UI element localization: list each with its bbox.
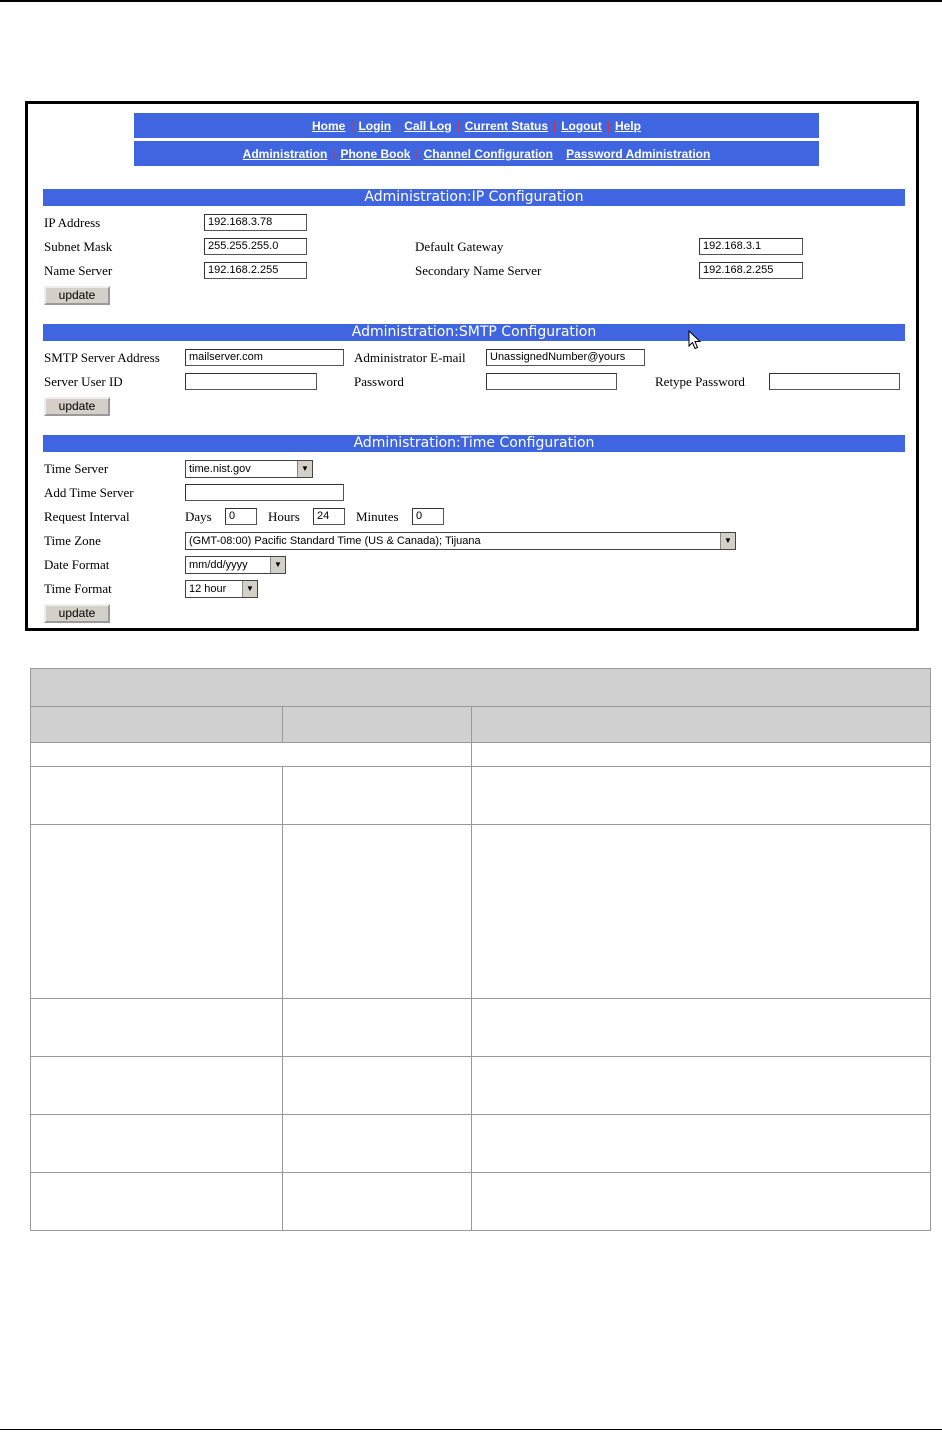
table-cell (31, 743, 472, 767)
time-zone-select[interactable] (185, 532, 736, 550)
table-cell (471, 825, 931, 999)
table-cell (31, 1115, 283, 1173)
name-server-label: Name Server (44, 263, 113, 278)
chevron-down-icon[interactable]: ▼ (270, 557, 285, 573)
page-bottom-rule (0, 1429, 942, 1430)
table-row (31, 1173, 931, 1231)
table-cell (282, 999, 471, 1057)
admin-email-input[interactable]: UnassignedNumber@yours (486, 349, 645, 366)
nav-link-call-log[interactable]: Call Log (404, 118, 452, 133)
subnet-mask-label: Subnet Mask (44, 239, 113, 254)
server-user-id-input[interactable] (185, 373, 317, 390)
chevron-down-icon[interactable]: ▼ (297, 461, 312, 477)
table-cell (282, 1115, 471, 1173)
table-header-cell (282, 707, 471, 743)
nav-link-home[interactable]: Home (312, 118, 346, 133)
nav-link-login[interactable]: Login (358, 118, 392, 133)
table-cell (471, 767, 931, 825)
time-update-button[interactable]: update (44, 604, 110, 623)
admin-email-label: Administrator E-mail (354, 350, 466, 365)
page-top-rule (0, 0, 942, 2)
table-row (31, 767, 931, 825)
time-section-title: Administration:Time Configuration (43, 435, 905, 452)
add-time-server-label: Add Time Server (44, 485, 134, 500)
table-row (31, 743, 931, 767)
table-cell (471, 1173, 931, 1231)
nav-link-channel-configuration[interactable]: Channel Configuration (423, 146, 553, 161)
table-cell (471, 1057, 931, 1115)
time-format-value: 12 hour (189, 583, 227, 595)
table-cell (31, 825, 283, 999)
password-input[interactable] (486, 373, 617, 390)
table-cell (471, 999, 931, 1057)
name-server-input[interactable]: 192.168.2.255 (204, 262, 307, 279)
date-format-select[interactable] (185, 556, 286, 574)
table-cell (282, 1057, 471, 1115)
smtp-section-title: Administration:SMTP Configuration (43, 324, 905, 341)
ip-update-button[interactable]: update (44, 286, 110, 305)
table-row (31, 825, 931, 999)
request-interval-label: Request Interval (44, 509, 130, 524)
table-header-cell (471, 707, 931, 743)
table-row (31, 1115, 931, 1173)
table-cell (282, 825, 471, 999)
smtp-update-button[interactable]: update (44, 397, 110, 416)
table-cell (31, 767, 283, 825)
table-header-cell (31, 707, 283, 743)
add-time-server-input[interactable] (185, 484, 344, 501)
ip-address-label: IP Address (44, 215, 101, 230)
nav-bar-secondary: Administration | Phone Book | Channel Configuration | Password Administration (134, 141, 819, 166)
table-cell (471, 1115, 931, 1173)
chevron-down-icon[interactable]: ▼ (242, 581, 257, 597)
table-cell (31, 1057, 283, 1115)
default-gateway-input[interactable]: 192.168.3.1 (699, 238, 803, 255)
ip-section-title: Administration:IP Configuration (43, 189, 905, 206)
date-format-label: Date Format (44, 557, 110, 572)
nav-link-administration[interactable]: Administration (242, 146, 328, 161)
table-row (31, 999, 931, 1057)
parameter-table (30, 668, 931, 1231)
date-format-value: mm/dd/yyyy (189, 559, 248, 571)
table-cell (282, 767, 471, 825)
table-title-row (31, 669, 931, 707)
mouse-pointer-icon (688, 330, 702, 350)
table-cell (282, 1173, 471, 1231)
table-cell (31, 1173, 283, 1231)
chevron-down-icon[interactable]: ▼ (720, 533, 735, 549)
table-row (31, 1057, 931, 1115)
secondary-name-server-input[interactable]: 192.168.2.255 (699, 262, 803, 279)
time-server-select[interactable] (185, 460, 313, 478)
server-user-id-label: Server User ID (44, 374, 123, 389)
minutes-input[interactable]: 0 (412, 508, 444, 525)
table-cell (31, 999, 283, 1057)
table-cell (471, 743, 931, 767)
time-server-label: Time Server (44, 461, 109, 476)
table-header-row (31, 707, 931, 743)
days-label: Days (185, 509, 212, 524)
time-format-label: Time Format (44, 581, 112, 596)
time-format-select[interactable] (185, 580, 258, 598)
time-zone-label: Time Zone (44, 533, 101, 548)
secondary-name-server-label: Secondary Name Server (415, 263, 542, 278)
time-server-value: time.nist.gov (189, 463, 251, 475)
password-label: Password (354, 374, 404, 389)
default-gateway-label: Default Gateway (415, 239, 504, 254)
smtp-server-input[interactable]: mailserver.com (185, 349, 344, 366)
minutes-label: Minutes (356, 509, 399, 524)
retype-password-label: Retype Password (655, 374, 745, 389)
time-zone-value: (GMT-08:00) Pacific Standard Time (US & Canada); Tijuana (189, 535, 481, 547)
smtp-server-label: SMTP Server Address (44, 350, 160, 365)
nav-bar-primary: Home | Login | Call Log | Current Status | Logout | Help (134, 113, 819, 138)
subnet-mask-input[interactable]: 255.255.255.0 (204, 238, 307, 255)
nav-link-help[interactable]: Help (614, 118, 641, 133)
nav-link-password-administration[interactable]: Password Administration (566, 146, 711, 161)
nav-link-current-status[interactable]: Current Status (464, 118, 549, 133)
screenshot-frame (25, 101, 919, 631)
days-input[interactable]: 0 (225, 508, 257, 525)
ip-address-input[interactable]: 192.168.3.78 (204, 214, 307, 231)
hours-label: Hours (268, 509, 300, 524)
nav-link-logout[interactable]: Logout (561, 118, 602, 133)
nav-link-phone-book[interactable]: Phone Book (340, 146, 411, 161)
retype-password-input[interactable] (769, 373, 900, 390)
hours-input[interactable]: 24 (313, 508, 345, 525)
